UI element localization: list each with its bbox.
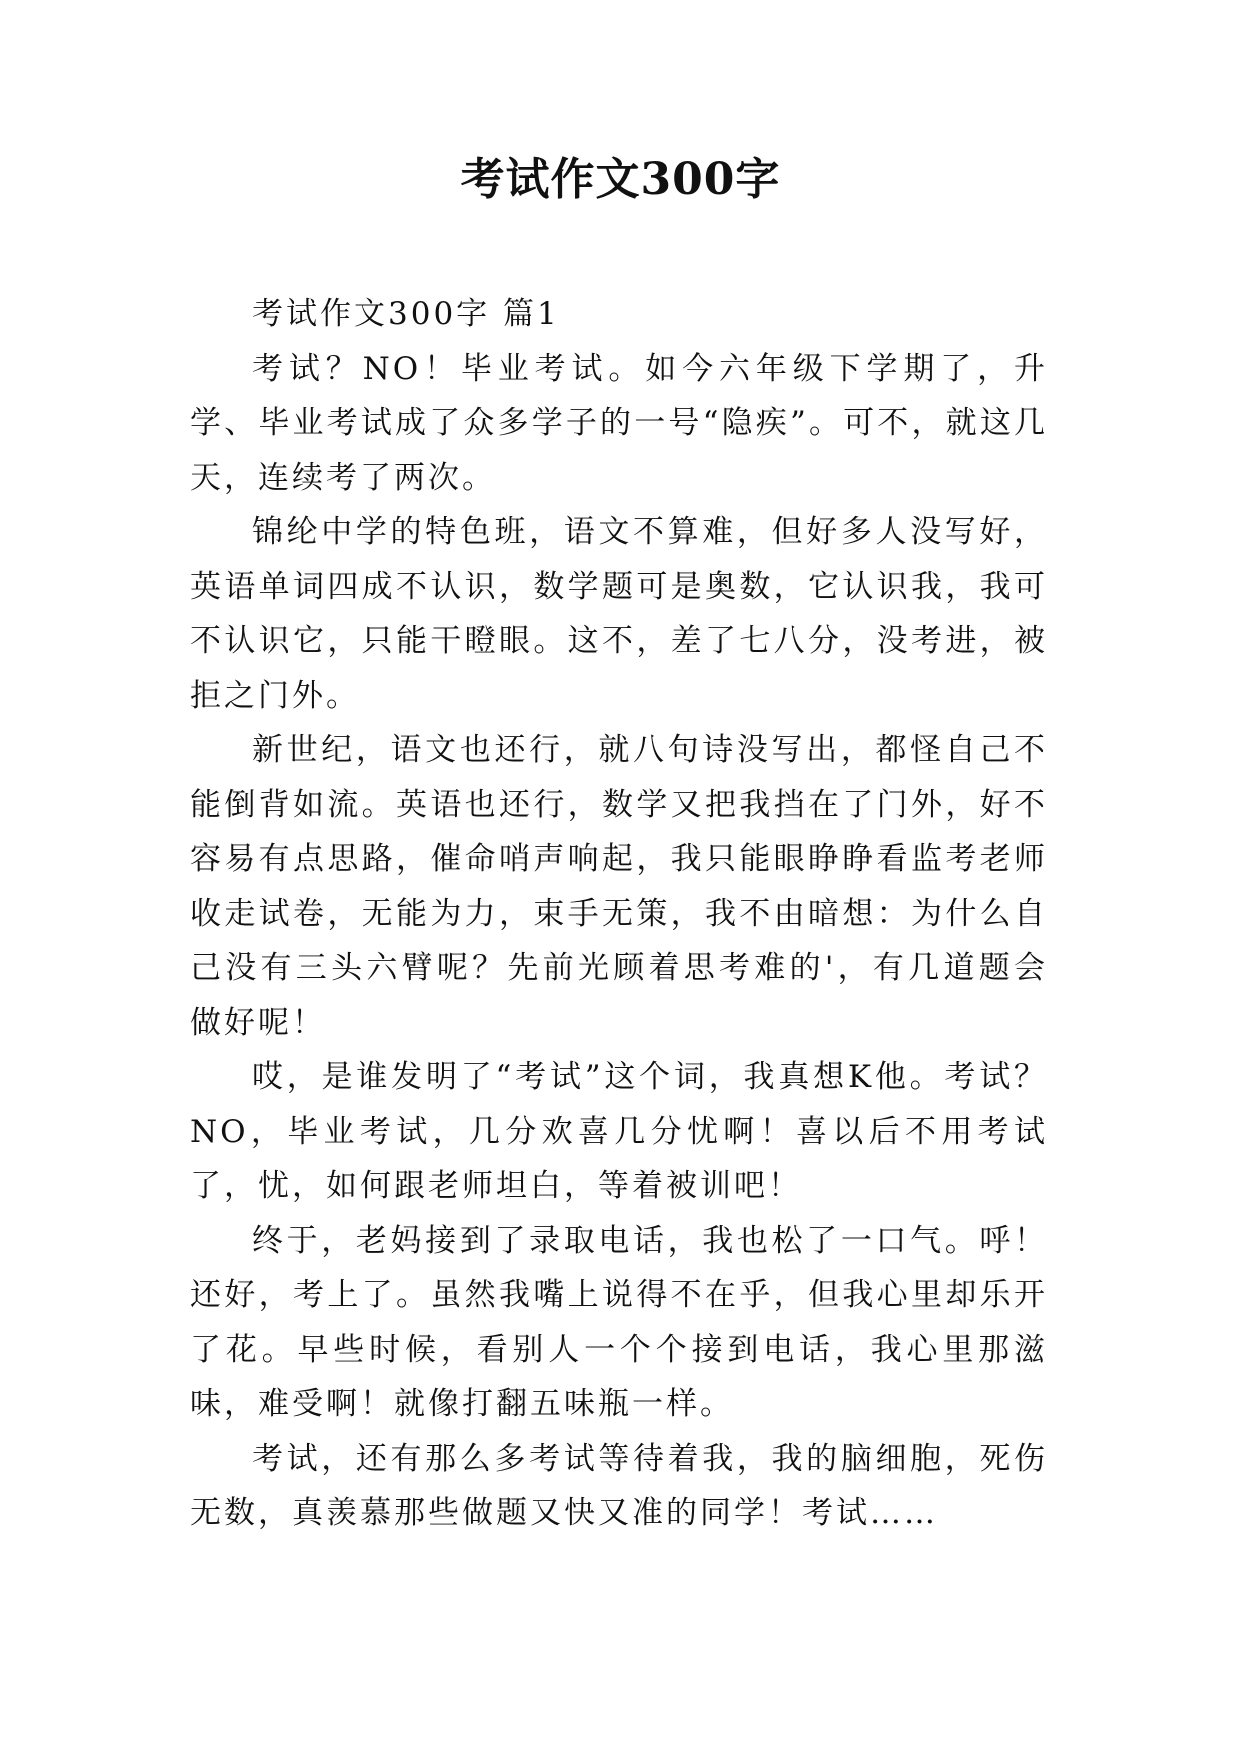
paragraph: 新世纪，语文也还行，就八句诗没写出，都怪自己不能倒背如流。英语也还行，数学又把我挡在了门外，好不容易有点思路，催命哨声响起，我只能眼睁睁看监考老师收走试卷，无能为力，束手无策，我不由暗想：为什么自己没有三头六臂呢？先前光顾着思考难的'，有几道题会做好呢！	[190, 732, 1048, 1041]
paragraph: 哎，是谁发明了“考试”这个词，我真想K他。考试？NO，毕业考试，几分欢喜几分忧啊！喜以后不用考试了，忧，如何跟老师坦白，等着被训吧！	[190, 1059, 1048, 1204]
document-title: 考试作文300字	[460, 154, 781, 205]
paragraph: 考试，还有那么多考试等待着我，我的脑细胞，死伤无数，真羡慕那些做题又快又准的同学！考试……	[190, 1440, 1048, 1531]
paragraph: 考试？NO！毕业考试。如今六年级下学期了，升学、毕业考试成了众多学子的一号“隐疾”。可不，就这几天，连续考了两次。	[190, 350, 1048, 496]
paragraph: 终于，老妈接到了录取电话，我也松了一口气。呼！还好，考上了。虽然我嘴上说得不在乎，但我心里却乐开了花。早些时候，看别人一个个接到电话，我心里那滋味，难受啊！就像打翻五味瓶一样。	[190, 1222, 1048, 1422]
document-body	[190, 287, 1048, 1541]
paragraph: 锦纶中学的特色班，语文不算难，但好多人没写好，英语单词四成不认识，数学题可是奥数，它认识我，我可不认识它，只能干瞪眼。这不，差了七八分，没考进，被拒之门外。	[190, 514, 1048, 714]
section-heading: 考试作文300字 篇1	[252, 296, 560, 332]
